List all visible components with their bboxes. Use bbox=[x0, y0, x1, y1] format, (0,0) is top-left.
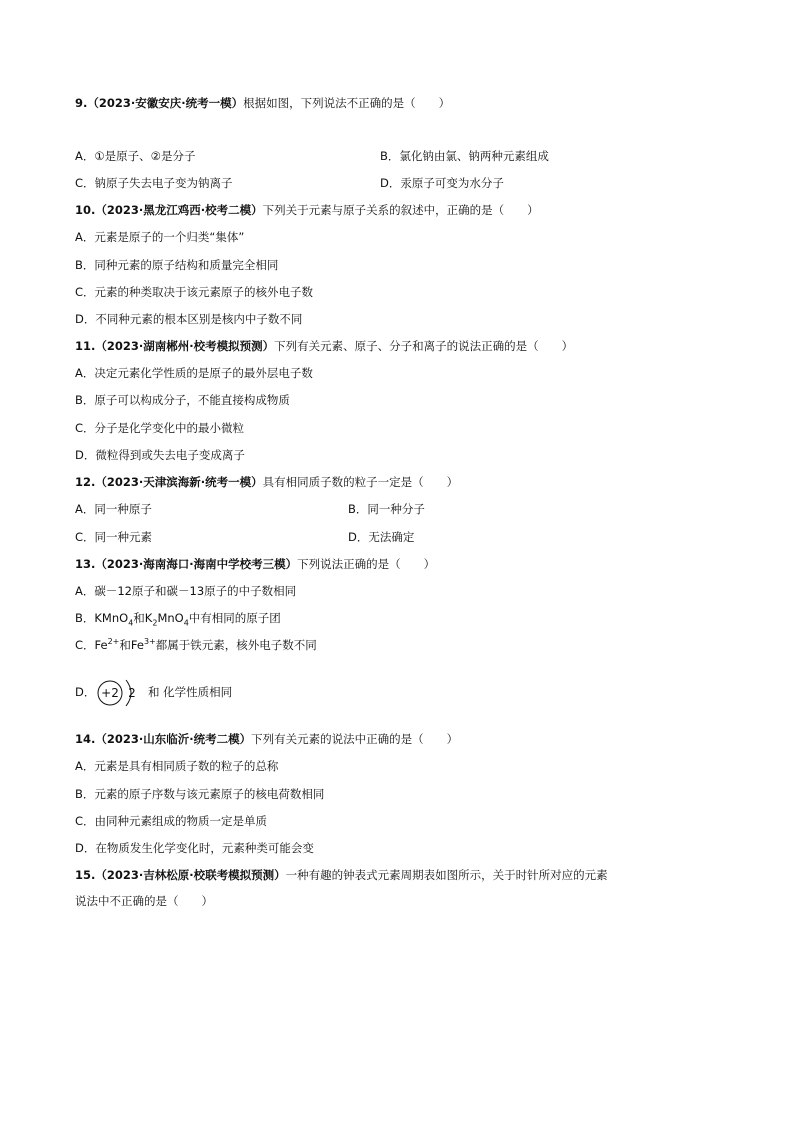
conjunction: 和 bbox=[119, 638, 131, 652]
option-d: D．无法确定 bbox=[348, 530, 415, 544]
question-source: （2023·黑龙江鸡西·校考二模） bbox=[95, 203, 263, 217]
ion-fe3 bbox=[131, 638, 156, 652]
formula-text: K bbox=[144, 611, 153, 625]
question-14 bbox=[75, 731, 458, 747]
option-text: 中有相同的原子团 bbox=[188, 611, 281, 625]
option-d: D．汞原子可变为水分子 bbox=[380, 176, 504, 190]
option-label: C． bbox=[75, 638, 95, 652]
question-11 bbox=[75, 338, 573, 354]
nucleus-charge: +2 bbox=[101, 686, 119, 700]
option-c: C．由同种元素组成的物质一定是单质 bbox=[75, 814, 268, 828]
atom-structure-diagram bbox=[96, 677, 156, 709]
formula-kmno4 bbox=[94, 611, 134, 628]
question-15 bbox=[75, 867, 608, 883]
option-d: D．在物质发生化学变化时，元素种类可能会变 bbox=[75, 841, 314, 855]
option-b bbox=[75, 610, 281, 626]
option-b: B．原子可以构成分子，不能直接构成物质 bbox=[75, 393, 290, 407]
option-d: D．不同种元素的根本区别是核内中子数不同 bbox=[75, 312, 303, 326]
option-c: C．同一种元素 bbox=[75, 530, 153, 544]
option-a: A．同一种原子 bbox=[75, 502, 152, 516]
option-label: B． bbox=[75, 611, 95, 625]
formula-text: MnO bbox=[157, 611, 184, 625]
question-stem-continued: 说法中不正确的是（ ） bbox=[75, 894, 213, 908]
question-12 bbox=[75, 474, 458, 490]
option-a: A．①是原子、②是分子 bbox=[75, 149, 196, 163]
conjunction: 和 bbox=[133, 611, 145, 625]
question-9 bbox=[75, 95, 450, 111]
question-number: 9. bbox=[75, 96, 88, 110]
option-d: D．微粒得到或失去电子变成离子 bbox=[75, 448, 245, 462]
ion-symbol: Fe bbox=[94, 638, 108, 652]
question-source: （2023·安徽安庆·统考一模） bbox=[87, 96, 244, 110]
question-source: （2023·海南海口·海南中学校考三模） bbox=[95, 557, 298, 571]
option-b: B．同种元素的原子结构和质量完全相同 bbox=[75, 258, 279, 272]
question-source: （2023·山东临沂·统考二模） bbox=[95, 732, 252, 746]
option-c: C．钠原子失去电子变为钠离子 bbox=[75, 176, 233, 190]
question-10 bbox=[75, 202, 539, 218]
superscript: 3+ bbox=[143, 637, 156, 647]
option-a: A．碳－12原子和碳－13原子的中子数相同 bbox=[75, 584, 297, 598]
question-number: 10. bbox=[75, 203, 96, 217]
question-number: 11. bbox=[75, 339, 96, 353]
ion-fe2 bbox=[95, 638, 120, 652]
option-b: B．氯化钠由氯、钠两种元素组成 bbox=[380, 149, 549, 163]
option-c bbox=[75, 637, 317, 653]
question-stem: 下列有关元素的说法中正确的是（ ） bbox=[251, 732, 459, 746]
option-c: C．分子是化学变化中的最小微粒 bbox=[75, 421, 245, 435]
ion-symbol: Fe bbox=[130, 638, 144, 652]
question-source: （2023·天津滨海新·统考一模） bbox=[95, 475, 263, 489]
option-c: C．元素的种类取决于该元素原子的核外电子数 bbox=[75, 285, 314, 299]
question-number: 13. bbox=[75, 557, 96, 571]
question-number: 12. bbox=[75, 475, 96, 489]
option-d bbox=[75, 684, 95, 700]
option-a: A．元素是原子的一个归类“集体” bbox=[75, 230, 245, 244]
question-stem: 具有相同质子数的粒子一定是（ ） bbox=[262, 475, 459, 489]
question-source: （2023·吉林松原·校联考模拟预测） bbox=[95, 868, 286, 882]
option-a: A．决定元素化学性质的是原子的最外层电子数 bbox=[75, 366, 313, 380]
question-stem: 根据如图，下列说法不正确的是（ ） bbox=[243, 96, 451, 110]
option-d-text: 和 化学性质相同 bbox=[148, 685, 233, 699]
subscript: 2 bbox=[152, 618, 158, 628]
question-stem: 一种有趣的钟表式元素周期表如图所示，关于时针所对应的元素 bbox=[285, 868, 608, 882]
formula-k2mno4 bbox=[144, 611, 189, 628]
option-b: B．同一种分子 bbox=[348, 502, 425, 516]
question-number: 14. bbox=[75, 732, 96, 746]
question-stem: 下列有关元素、原子、分子和离子的说法正确的是（ ） bbox=[274, 339, 574, 353]
superscript: 2+ bbox=[107, 637, 120, 647]
option-b: B．元素的原子序数与该元素原子的核电荷数相同 bbox=[75, 787, 325, 801]
electron-count: 2 bbox=[128, 686, 136, 700]
question-stem: 下列关于元素与原子关系的叙述中，正确的是（ ） bbox=[262, 203, 539, 217]
question-source: （2023·湖南郴州·校考模拟预测） bbox=[95, 339, 275, 353]
subscript: 4 bbox=[183, 618, 189, 628]
question-stem: 下列说法正确的是（ ） bbox=[297, 557, 436, 571]
option-label: D． bbox=[75, 685, 96, 699]
option-text: 都属于铁元素，核外电子数不同 bbox=[155, 638, 317, 652]
question-number: 15. bbox=[75, 868, 96, 882]
question-13 bbox=[75, 556, 435, 572]
formula-text: KMnO bbox=[94, 611, 129, 625]
subscript: 4 bbox=[128, 618, 134, 628]
option-a: A．元素是具有相同质子数的粒子的总称 bbox=[75, 759, 279, 773]
